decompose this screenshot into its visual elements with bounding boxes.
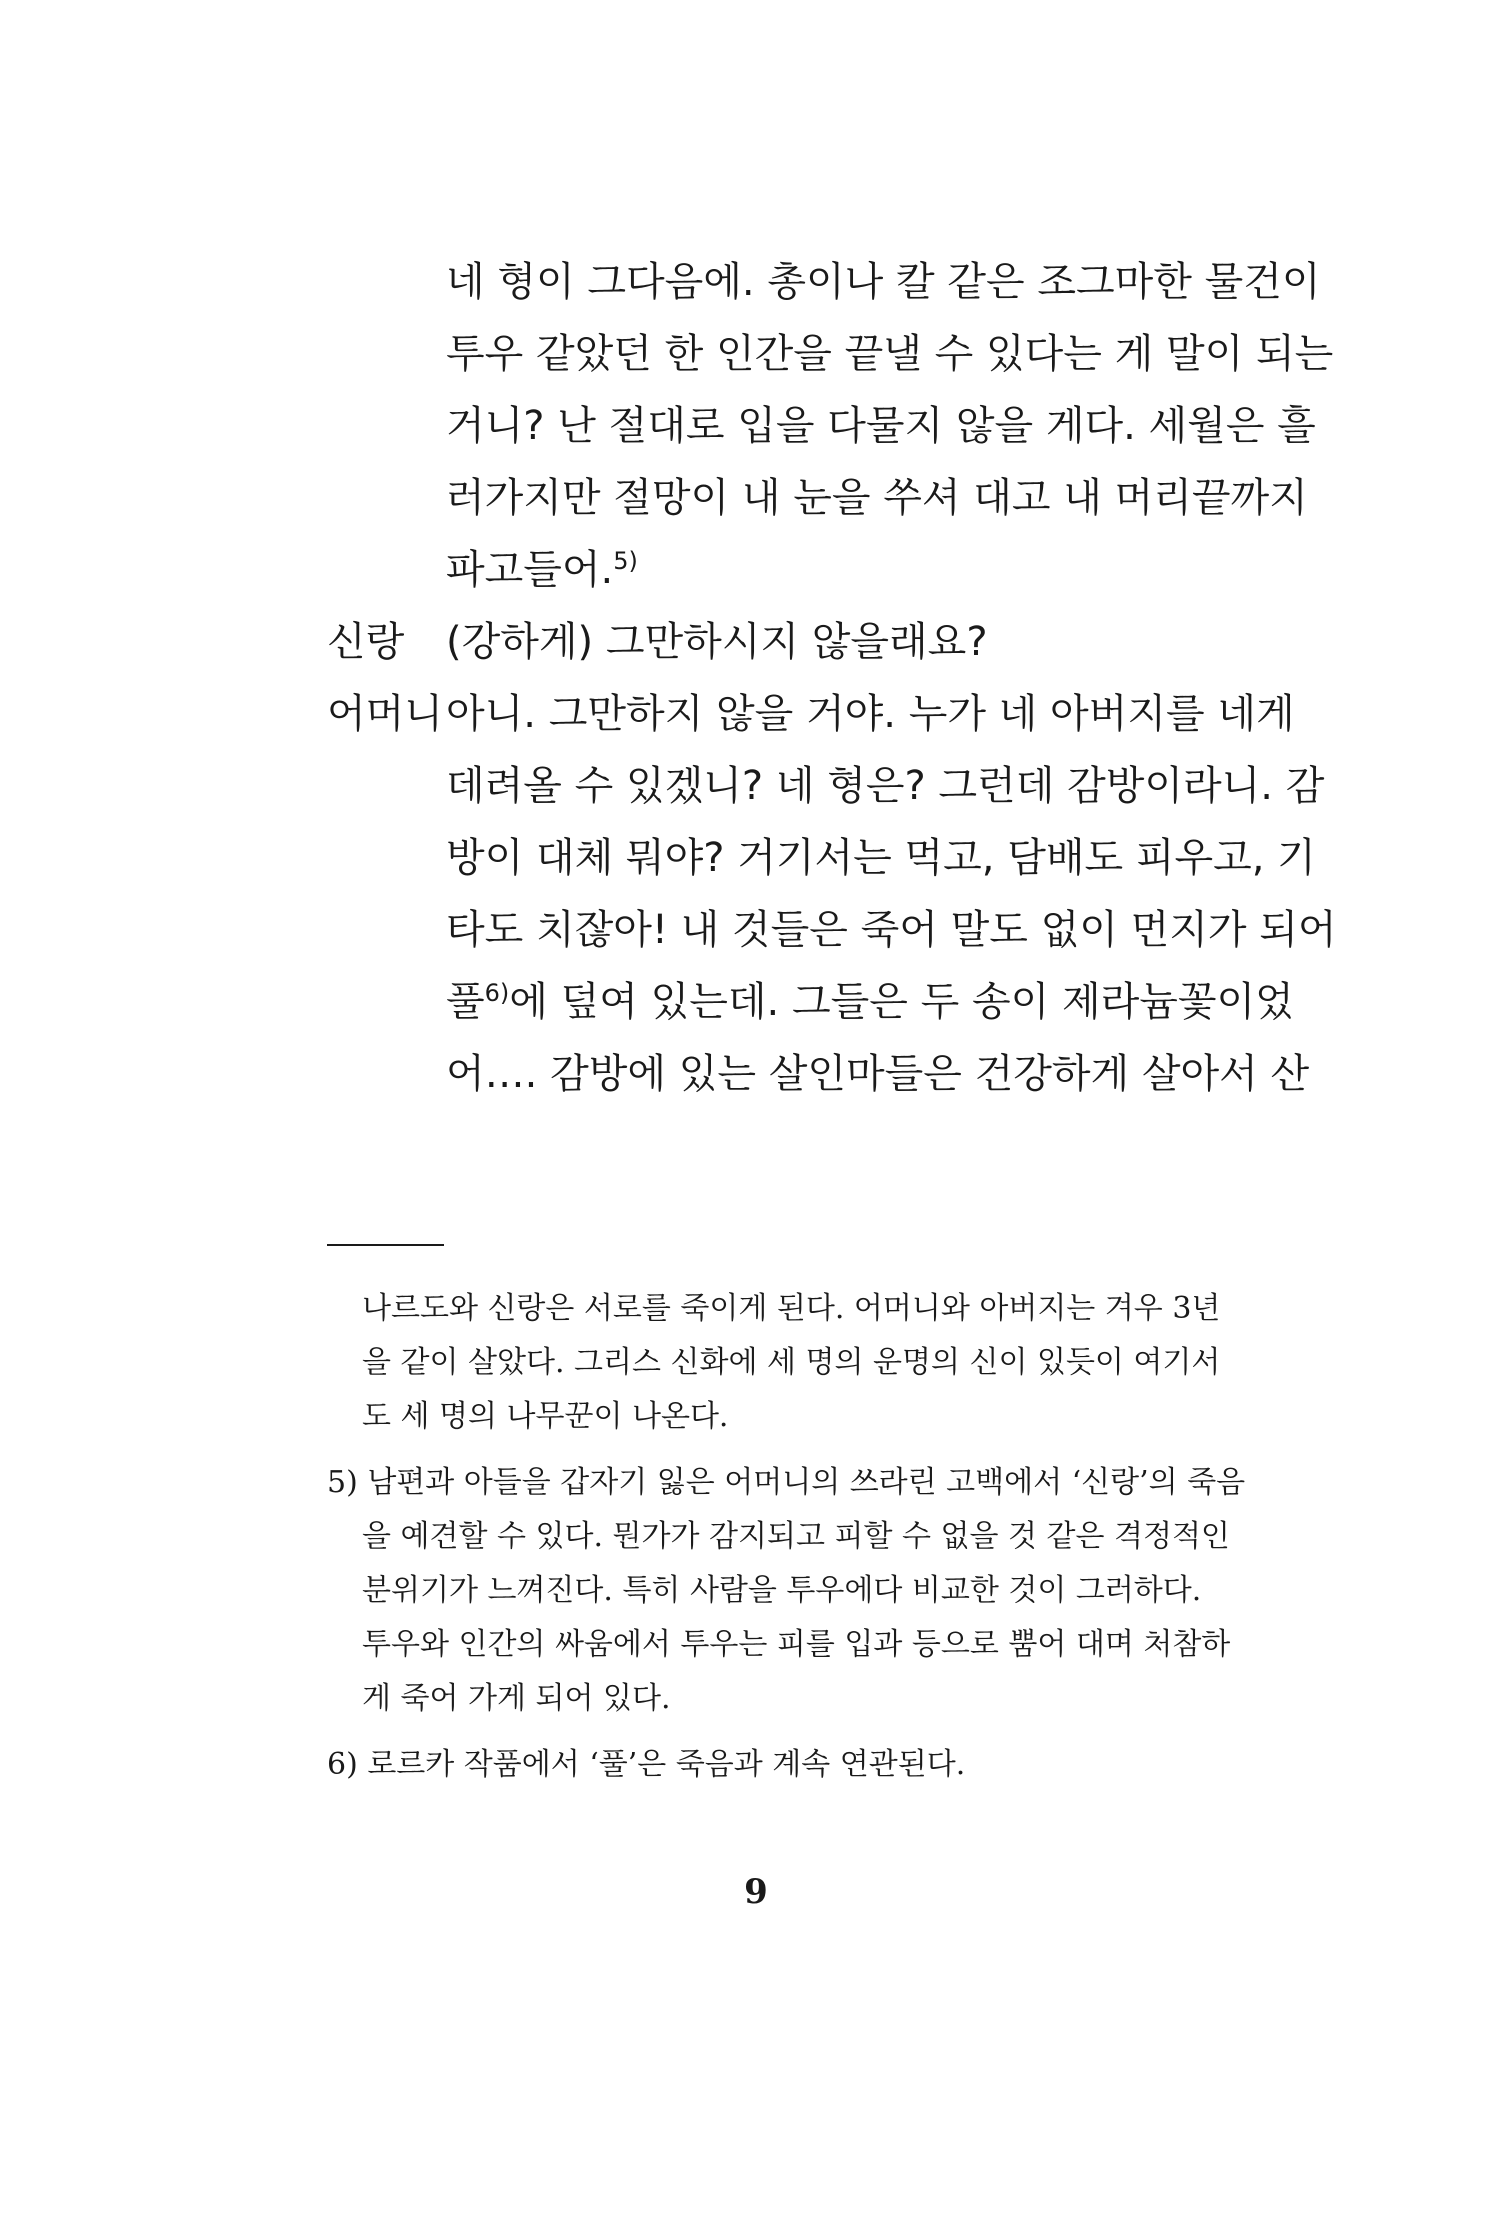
dialogue-text: 풀 <box>446 979 485 1025</box>
footnote-continued-line: 을 같이 살았다. 그리스 신화에 세 명의 운명의 신이 있듯이 여기서 <box>362 1345 1221 1380</box>
dialogue-line: 투우 같았던 한 인간을 끝낼 수 있다는 게 말이 되는 <box>446 331 1334 377</box>
footnote-mark-6: 6) <box>484 979 510 1007</box>
dialogue-line: 데려올 수 있겠니? 네 형은? 그런데 감방이라니. 감 <box>446 763 1325 809</box>
footnote-6-line: 6) 로르카 작품에서 ‘풀’은 죽음과 계속 연관된다. <box>327 1747 966 1782</box>
footnote-mark-5: 5) <box>613 547 638 575</box>
dialogue-line: 네 형이 그다음에. 총이나 칼 같은 조그마한 물건이 <box>446 259 1321 305</box>
dialogue-line: 방이 대체 뭐야? 거기서는 먹고, 담배도 피우고, 기 <box>446 835 1316 881</box>
page-number: 9 <box>744 1872 768 1912</box>
dialogue-line: 거니? 난 절대로 입을 다물지 않을 게다. 세월은 흘 <box>446 403 1316 449</box>
footnote-5-line: 을 예견할 수 있다. 뭔가가 감지되고 피할 수 없을 것 같은 격정적인 <box>362 1519 1230 1554</box>
dialogue-line: 어…. 감방에 있는 살인마들은 건강하게 살아서 산 <box>446 1051 1310 1097</box>
dialogue-line: 아니. 그만하지 않을 거야. 누가 네 아버지를 네게 <box>446 691 1295 737</box>
dialogue-line: (강하게) 그만하시지 않을래요? <box>446 619 988 665</box>
footnote-5-line: 투우와 인간의 싸움에서 투우는 피를 입과 등으로 뿜어 대며 처참하 <box>362 1627 1231 1662</box>
dialogue-line-last <box>446 540 638 600</box>
dialogue-text: 에 덮여 있는데. 그들은 두 송이 제라늄꽃이었 <box>509 979 1294 1025</box>
dialogue-line: 러가지만 절망이 내 눈을 쑤셔 대고 내 머리끝까지 <box>446 475 1308 521</box>
speaker-name-mother: 어머니 <box>327 691 443 737</box>
dialogue-line: 타도 치잖아! 내 것들은 죽어 말도 없이 먼지가 되어 <box>446 907 1337 953</box>
dialogue-line-with-mark <box>446 972 1294 1032</box>
footnote-5-line: 분위기가 느껴진다. 특히 사람을 투우에다 비교한 것이 그러하다. <box>362 1573 1202 1608</box>
speaker-name-sinrang: 신랑 <box>327 619 405 665</box>
footnote-continued-line: 도 세 명의 나무꾼이 나온다. <box>362 1399 729 1434</box>
footnote-continued-line: 나르도와 신랑은 서로를 죽이게 된다. 어머니와 아버지는 겨우 3년 <box>362 1291 1221 1326</box>
footnote-5-line: 5) 남편과 아들을 갑자기 잃은 어머니의 쓰라린 고백에서 ‘신랑’의 죽음 <box>327 1465 1246 1500</box>
dialogue-text: 파고들어. <box>446 547 614 593</box>
footnote-5-line: 게 죽어 가게 되어 있다. <box>362 1681 671 1716</box>
footnote-divider <box>327 1244 444 1246</box>
